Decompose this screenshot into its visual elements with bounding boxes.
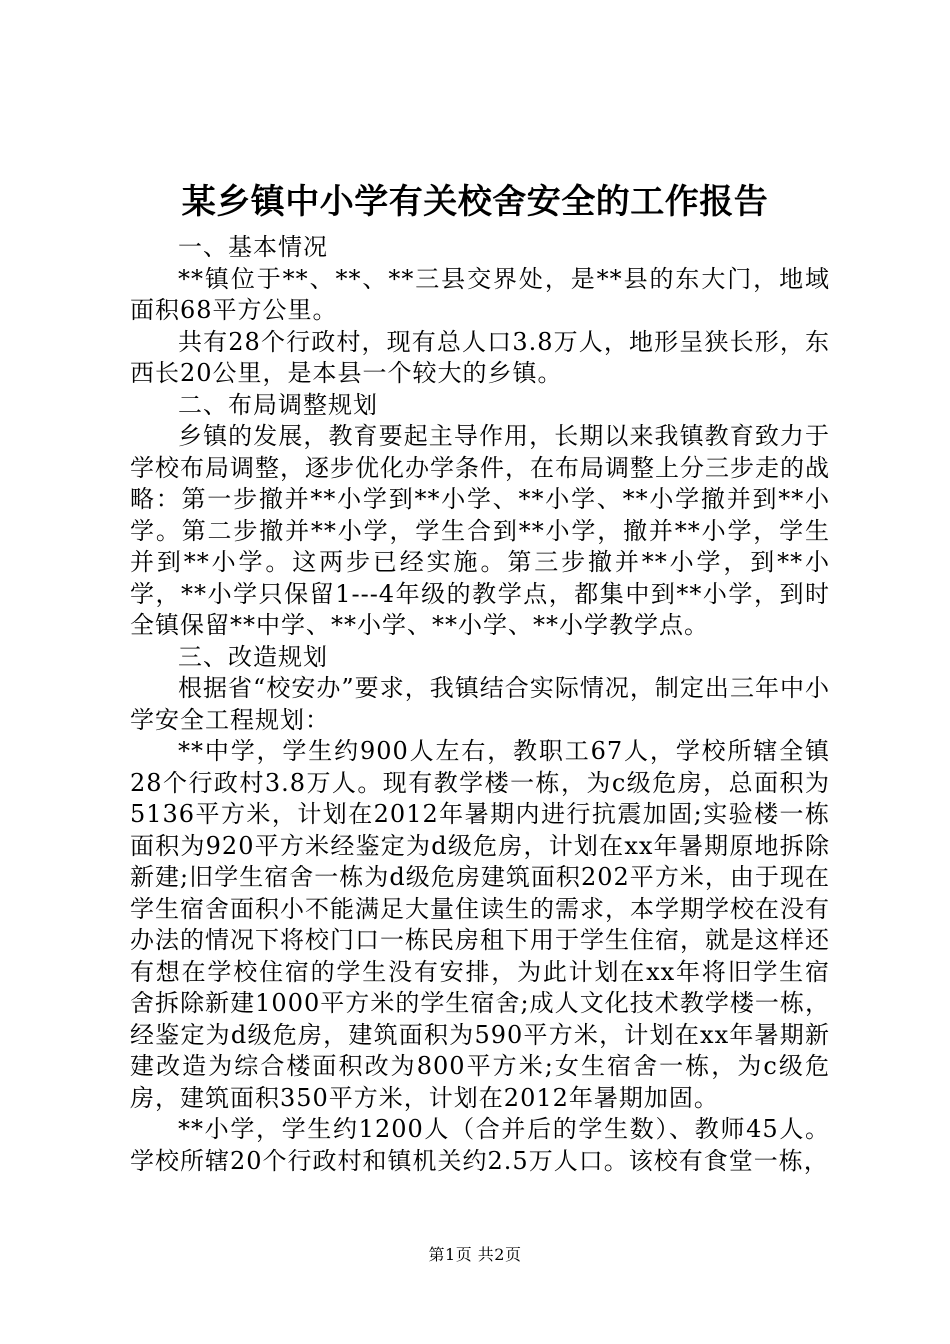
document-body	[130, 232, 830, 1177]
document-title: 某乡镇中小学有关校舍安全的工作报告	[181, 182, 769, 222]
section-heading: 一、基本情况	[178, 233, 328, 261]
paragraph: 共有28个行政村，现有总人口3.8万人，地形呈狭长形，东西长20公里，是本县一个较大的乡镇。	[130, 327, 830, 387]
paragraph: **镇位于**、**、**三县交界处，是**县的东大门，地域面积68平方公里。	[130, 264, 830, 324]
paragraph: **中学，学生约900人左右，教职工67人，学校所辖全镇28个行政村3.8万人。现有教学楼一栋，为c级危房，总面积为5136平方米，计划在2012年暑期内进行抗震加固;实验楼一栋面积为920平方米经鉴定为d级危房，计划在xx年暑期原地拆除新建;旧学生宿舍一栋为d级危房建筑面积202平方米，由于现在学生宿舍面积小不能满足大量住读生的需求，本学期学校在没有办法的情况下将校门口一栋民房租下用于学生住宿，就是这样还有想在学校住宿的学生没有安排，为此计划在xx年将旧学生宿舍拆除新建1000平方米的学生宿舍;成人文化技术教学楼一栋，经鉴定为d级危房，建筑面积为590平方米，计划在xx年暑期新建改造为综合楼面积改为800平方米;女生宿舍一栋，为c级危房，建筑面积350平方米，计划在2012年暑期加固。	[130, 737, 830, 1112]
paragraph: 根据省“校安办”要求，我镇结合实际情况，制定出三年中小学安全工程规划：	[130, 674, 830, 734]
paragraph: 乡镇的发展，教育要起主导作用，长期以来我镇教育致力于学校布局调整，逐步优化办学条件，在布局调整上分三步走的战略：第一步撤并**小学到**小学、**小学、**小学撤并到**小学。第二步撤并**小学，学生合到**小学，撤并**小学，学生并到**小学。这两步已经实施。第三步撤并**小学，到**小学，**小学只保留1---4年级的教学点，都集中到**小学，到时全镇保留**中学、**小学、**小学、**小学教学点。	[130, 422, 830, 639]
page-number-footer: 第1页 共2页	[428, 1245, 522, 1264]
paragraph: **小学，学生约1200人（合并后的学生数）、教师45人。学校所辖20个行政村和镇机关约2.5万人口。该校有食堂一栋，	[130, 1115, 830, 1175]
section-heading: 三、改造规划	[178, 642, 328, 671]
section-heading: 二、布局调整规划	[178, 390, 378, 419]
